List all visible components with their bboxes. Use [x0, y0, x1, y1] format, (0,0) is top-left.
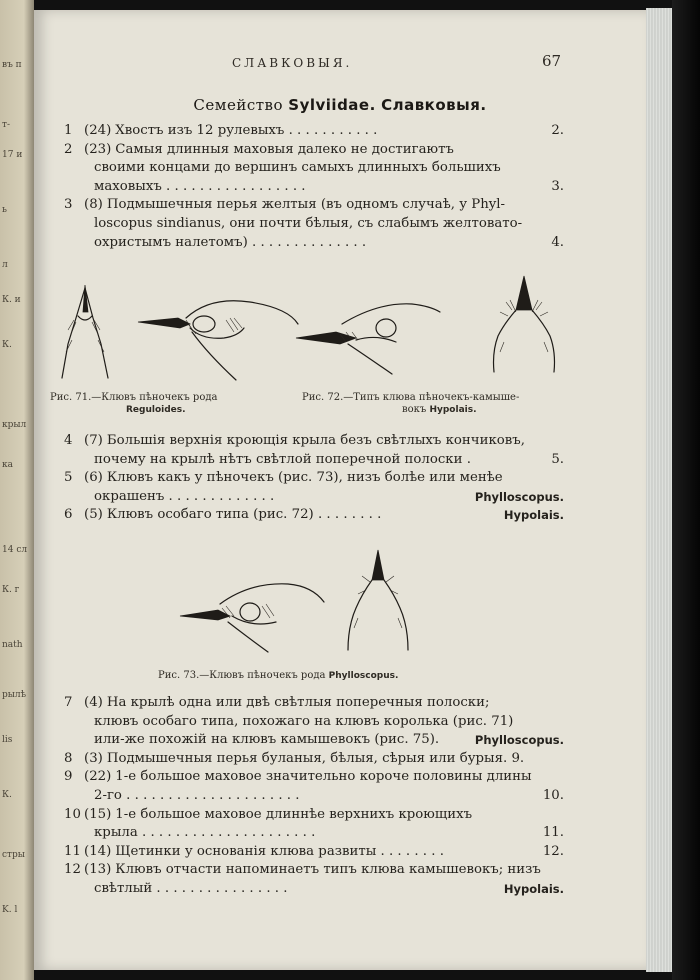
key-entry: 3 (8) Подмышечныя перья желтыя (въ одномъ случаѣ, у Phyl- loscopus sindianus, они почти бѣлыя, съ слабымъ желтовато- охристымъ налетомъ) . . . . . . . . . . . . . . 4. — [34, 196, 646, 252]
left-page-fragment: ь — [2, 205, 7, 215]
left-page-fragment: въ п — [2, 60, 22, 70]
left-page-fragment: 14 сл — [2, 545, 28, 555]
fig73-caption-genus: Phylloscopus. — [328, 671, 399, 681]
entry-number: 5 — [64, 470, 73, 486]
entry-text: Щетинки у основанія клюва развиты — [115, 843, 377, 859]
fig73-caption-label: Рис. 73.—Клювъ пѣночекъ рода — [158, 670, 326, 681]
fig73-bill-front-view — [340, 546, 420, 656]
left-page-fragment: стры — [2, 850, 25, 860]
entry-lead-genus: Phylloscopus. — [474, 733, 564, 748]
entry-text: loscopus sindianus, они почти бѣлыя, съ слабымъ желтовато- — [94, 215, 523, 231]
key-entry: 2 (23) Самыя длинныя маховыя далеко не достигаютъ своими концами до вершинъ самыхъ длинныхъ большихъ маховыхъ . . . . . . . . . . . . . . . . . 3. — [34, 141, 646, 197]
entry-number: 11 — [64, 843, 81, 859]
entry-text: свѣтлый — [94, 880, 153, 896]
key-entry: 1 (24) Хвостъ изъ 12 рулевыхъ . . . . . . . . . . . 2. — [34, 122, 646, 141]
entry-number: 7 — [64, 695, 73, 710]
fig72-bill-front-view — [488, 272, 568, 382]
fig71-head-side-view — [138, 284, 318, 384]
left-page-fragment: K. l — [2, 905, 18, 915]
entry-text: 1-е большое маховое длиннѣе верхнихъ кроющихъ — [115, 806, 473, 822]
entry-ref: (22) — [84, 769, 112, 785]
book-cover-edge — [672, 0, 700, 980]
entry-text: крыла — [94, 825, 138, 841]
entry-ref: (14) — [84, 843, 112, 859]
entry-lead: 2. — [551, 123, 564, 138]
entry-text: клювъ особаго типа, похожаго на клювъ королька (рис. 71) — [94, 713, 514, 729]
entry-number: 9 — [64, 769, 73, 785]
left-page-fragment: 17 и — [2, 150, 23, 160]
entry-number: 8 — [64, 750, 73, 766]
left-page-fragment: К. г — [2, 585, 20, 595]
key-entry: 11 (14) Щетинки у основанія клюва развиты . . . . . . . . 12. — [34, 843, 646, 862]
entry-ref: (23) — [84, 141, 112, 157]
entry-text: Хвостъ изъ 12 рулевыхъ — [115, 123, 285, 138]
key-entry — [34, 694, 646, 750]
page-number: 67 — [542, 52, 562, 70]
family-heading-russian: Славковыя. — [381, 96, 487, 114]
fig72-caption-label: Рис. 72.—Типъ клюва пѣночекъ-камыше- — [302, 392, 520, 403]
left-page-fragment: nath — [2, 640, 23, 650]
entry-lead: 5. — [551, 451, 564, 467]
entry-text: Самыя длинныя маховыя далеко не достигаютъ — [115, 141, 454, 157]
key-entry: 4 (7) Большія верхнія кроющія крыла безъ свѣтлыхъ кончиковъ, почему на крылѣ нѣтъ свѣтлой поперечной полоски . 5. — [34, 432, 646, 469]
entry-number: 10 — [64, 806, 81, 822]
key-entry: 5 (6) Клювъ какъ у пѣночекъ (рис. 73), низъ болѣе или менѣе окрашенъ . . . . . . . . . . . . . Phylloscopus. — [34, 469, 646, 506]
fig71-caption-label: Рис. 71.—Клювъ пѣночекъ рода — [50, 392, 218, 403]
entry-number: 12 — [64, 862, 81, 878]
book-page — [34, 10, 646, 970]
entry-number: 2 — [64, 141, 73, 157]
entry-lead: 4. — [551, 234, 564, 250]
entry-text: или-же похожій на клювъ камышевокъ (рис. 75). — [94, 732, 440, 748]
entry-ref: (6) — [84, 470, 103, 486]
entry-text: маховыхъ — [94, 178, 162, 194]
entry-text: Подмышечныя перья буланыя, бѣлыя, сѣрыя или бурыя. 9. — [106, 750, 525, 766]
entry-lead: 10. — [542, 787, 564, 803]
running-head-title: СЛАВКОВЫЯ. — [232, 56, 353, 70]
entry-number: 1 — [64, 123, 73, 138]
entry-ref: (15) — [84, 806, 112, 822]
page-stack-edges — [646, 8, 672, 972]
entry-number: 6 — [64, 507, 73, 523]
left-page-fragment: ка — [2, 460, 13, 470]
entry-ref: (13) — [84, 862, 112, 878]
key-entry: 10 (15) 1-е большое маховое длиннѣе верхнихъ кроющихъ крыла . . . . . . . . . . . . . . . . . . . . . 11. — [34, 806, 646, 843]
entry-ref: (8) — [84, 197, 103, 213]
entry-text: Клювъ отчасти напоминаетъ типъ клюва камышевокъ; низъ — [115, 862, 541, 878]
entry-ref: (24) — [84, 123, 112, 138]
entry-lead: 11. — [542, 825, 564, 841]
left-page-fragment: рылѣ — [2, 690, 27, 700]
entry-text: Клювъ какъ у пѣночекъ (рис. 73), низъ болѣе или менѣе — [106, 470, 503, 486]
fig71-bill-front-view — [52, 280, 122, 390]
fig72-caption-label2: вокъ — [402, 404, 427, 415]
key-entry: 6 (5) Клювъ особаго типа (рис. 72) . . . . . . . . Hypolais. — [34, 506, 646, 525]
entry-text: Подмышечныя перья желтыя (въ одномъ случаѣ, у Phyl- — [106, 197, 506, 213]
entry-text: На крылѣ одна или двѣ свѣтлыя поперечныя полоски; — [106, 695, 490, 710]
entry-text: 2-го — [94, 787, 122, 803]
entry-text: почему на крылѣ нѣтъ свѣтлой поперечной полоски — [94, 451, 463, 467]
entry-lead-genus: Hypolais. — [503, 508, 564, 523]
entry-lead: 12. — [542, 843, 564, 859]
family-heading-prefix: Семейство — [193, 96, 283, 114]
entry-lead-genus: Phylloscopus. — [474, 489, 564, 504]
fig72-caption-genus: Hypolais. — [429, 405, 477, 415]
entry-lead: 3. — [551, 178, 564, 194]
family-heading — [34, 96, 646, 114]
left-page-fragment: К. и — [2, 295, 21, 305]
entry-ref: (3) — [84, 750, 103, 766]
entry-number: 4 — [64, 433, 73, 448]
fig73-head-side-view — [180, 576, 330, 656]
left-page-fragment: крыл — [2, 420, 27, 430]
fig72-caption — [302, 392, 519, 416]
left-page-fragment: lis — [2, 735, 13, 745]
entry-ref: (5) — [84, 507, 103, 523]
entry-text: окрашенъ — [94, 488, 165, 504]
entry-text: своими концами до вершинъ самыхъ длинныхъ большихъ — [94, 160, 501, 176]
key-entry — [34, 750, 646, 769]
fig71-caption-genus: Reguloides. — [126, 405, 186, 415]
left-page-edge — [0, 0, 34, 980]
fig71-caption — [50, 392, 217, 416]
entry-text: охристымъ налетомъ) — [94, 234, 248, 250]
entry-text: 1-е большое маховое значительно короче половины длины — [115, 769, 532, 785]
entry-number: 3 — [64, 197, 73, 213]
entry-text: Большія верхнія кроющія крыла безъ свѣтлыхъ кончиковъ, — [106, 433, 525, 448]
left-page-fragment: т- — [2, 120, 11, 130]
key-entries-top — [34, 122, 646, 252]
fig73-caption — [158, 670, 398, 682]
entry-ref: (4) — [84, 695, 103, 710]
entry-ref: (7) — [84, 433, 103, 448]
key-entry: 9 (22) 1-е большое маховое значительно короче половины длины 2-го . . . . . . . . . . . . . . . . . . . . . 10. — [34, 768, 646, 805]
left-page-fragment: К. — [2, 340, 12, 350]
key-entry: 12 (13) Клювъ отчасти напоминаетъ типъ клюва камышевокъ; низъ свѣтлый . . . . . . . . . . . . . . . . Hypolais. — [34, 861, 646, 898]
key-entries-mid — [34, 432, 646, 525]
entry-lead-genus: Hypolais. — [503, 881, 564, 896]
left-page-fragment: К. — [2, 790, 12, 800]
key-entries-bottom — [34, 694, 646, 899]
fig72-head-side-view — [296, 294, 456, 394]
family-heading-latin: Sylviidae. — [288, 96, 376, 114]
left-page-fragment: л — [2, 260, 8, 270]
entry-text: Клювъ особаго типа (рис. 72) — [106, 507, 314, 523]
